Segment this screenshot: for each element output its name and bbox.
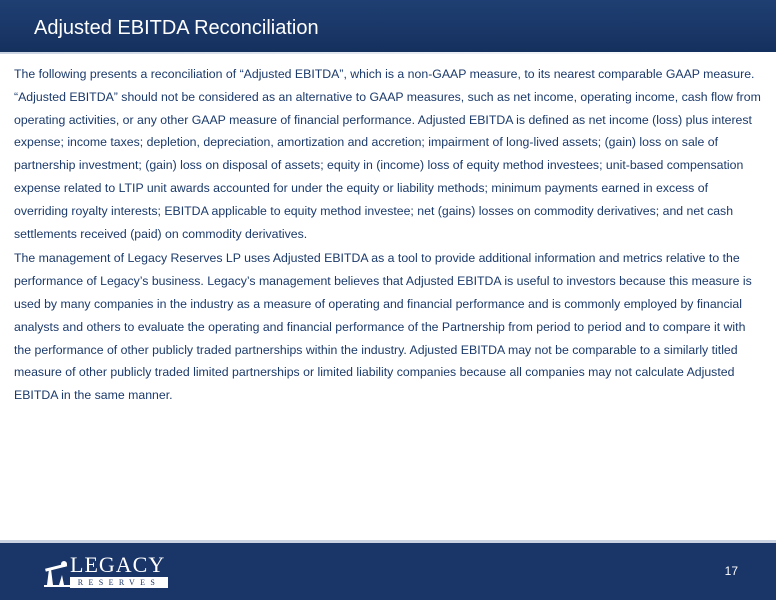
header-divider	[0, 52, 776, 54]
slide-title: Adjusted EBITDA Reconciliation	[34, 17, 319, 39]
paragraph-reconciliation: The following presents a reconciliation of “Adjusted EBITDA”, which is a non-GAAP measure, to its nearest comparable GAAP measure. “Adjusted EBITDA” should not be considered as an alternative to GAAP measures, such as net income, operating income, cash flow from operating activities, or any other GAAP measure of financial performance. Adjusted EBITDA is defined as net income (loss) plus interest expense; income taxes; depletion, depreciation, amortization and accretion; impairment of long-lived assets; (gain) loss on sale of partnership investment; (gain) loss on disposal of assets; equity in (income) loss of equity method investees; unit-based compensation expense related to LTIP unit awards accounted for under the equity or liability methods; minimum payments earned in excess of overriding royalty interests; EBITDA applicable to equity method investee; net (gains) losses on commodity derivatives; and net cash settlements received (paid) on commodity derivatives.	[14, 67, 761, 241]
logo-wordmark: LEGACY	[70, 552, 166, 577]
paragraph-management: The management of Legacy Reserves LP uses Adjusted EBITDA as a tool to provide additional information and metrics relative to the performance of Legacy’s business. Legacy’s management believes that Adjusted EBITDA is useful to investors because this measure is used by many companies in the industry as a measure of operating and financial performance and is commonly employed by financial analysts and others to evaluate the operating and financial performance of the Partnership from period to period and to compare it with the performance of other publicly traded partnerships within the industry. Adjusted EBITDA may not be comparable to a similarly titled measure of other publicly traded limited partnerships or limited liability companies because all companies may not calculate Adjusted EBITDA in the same manner.	[14, 251, 752, 403]
page-number: 17	[724, 564, 738, 578]
logo-subtitle: RESERVES	[70, 577, 168, 588]
slide-footer	[0, 543, 776, 600]
pump-jack-icon	[44, 557, 70, 587]
slide-header	[0, 0, 776, 52]
slide-body	[14, 63, 762, 409]
legacy-reserves-logo	[44, 553, 168, 589]
